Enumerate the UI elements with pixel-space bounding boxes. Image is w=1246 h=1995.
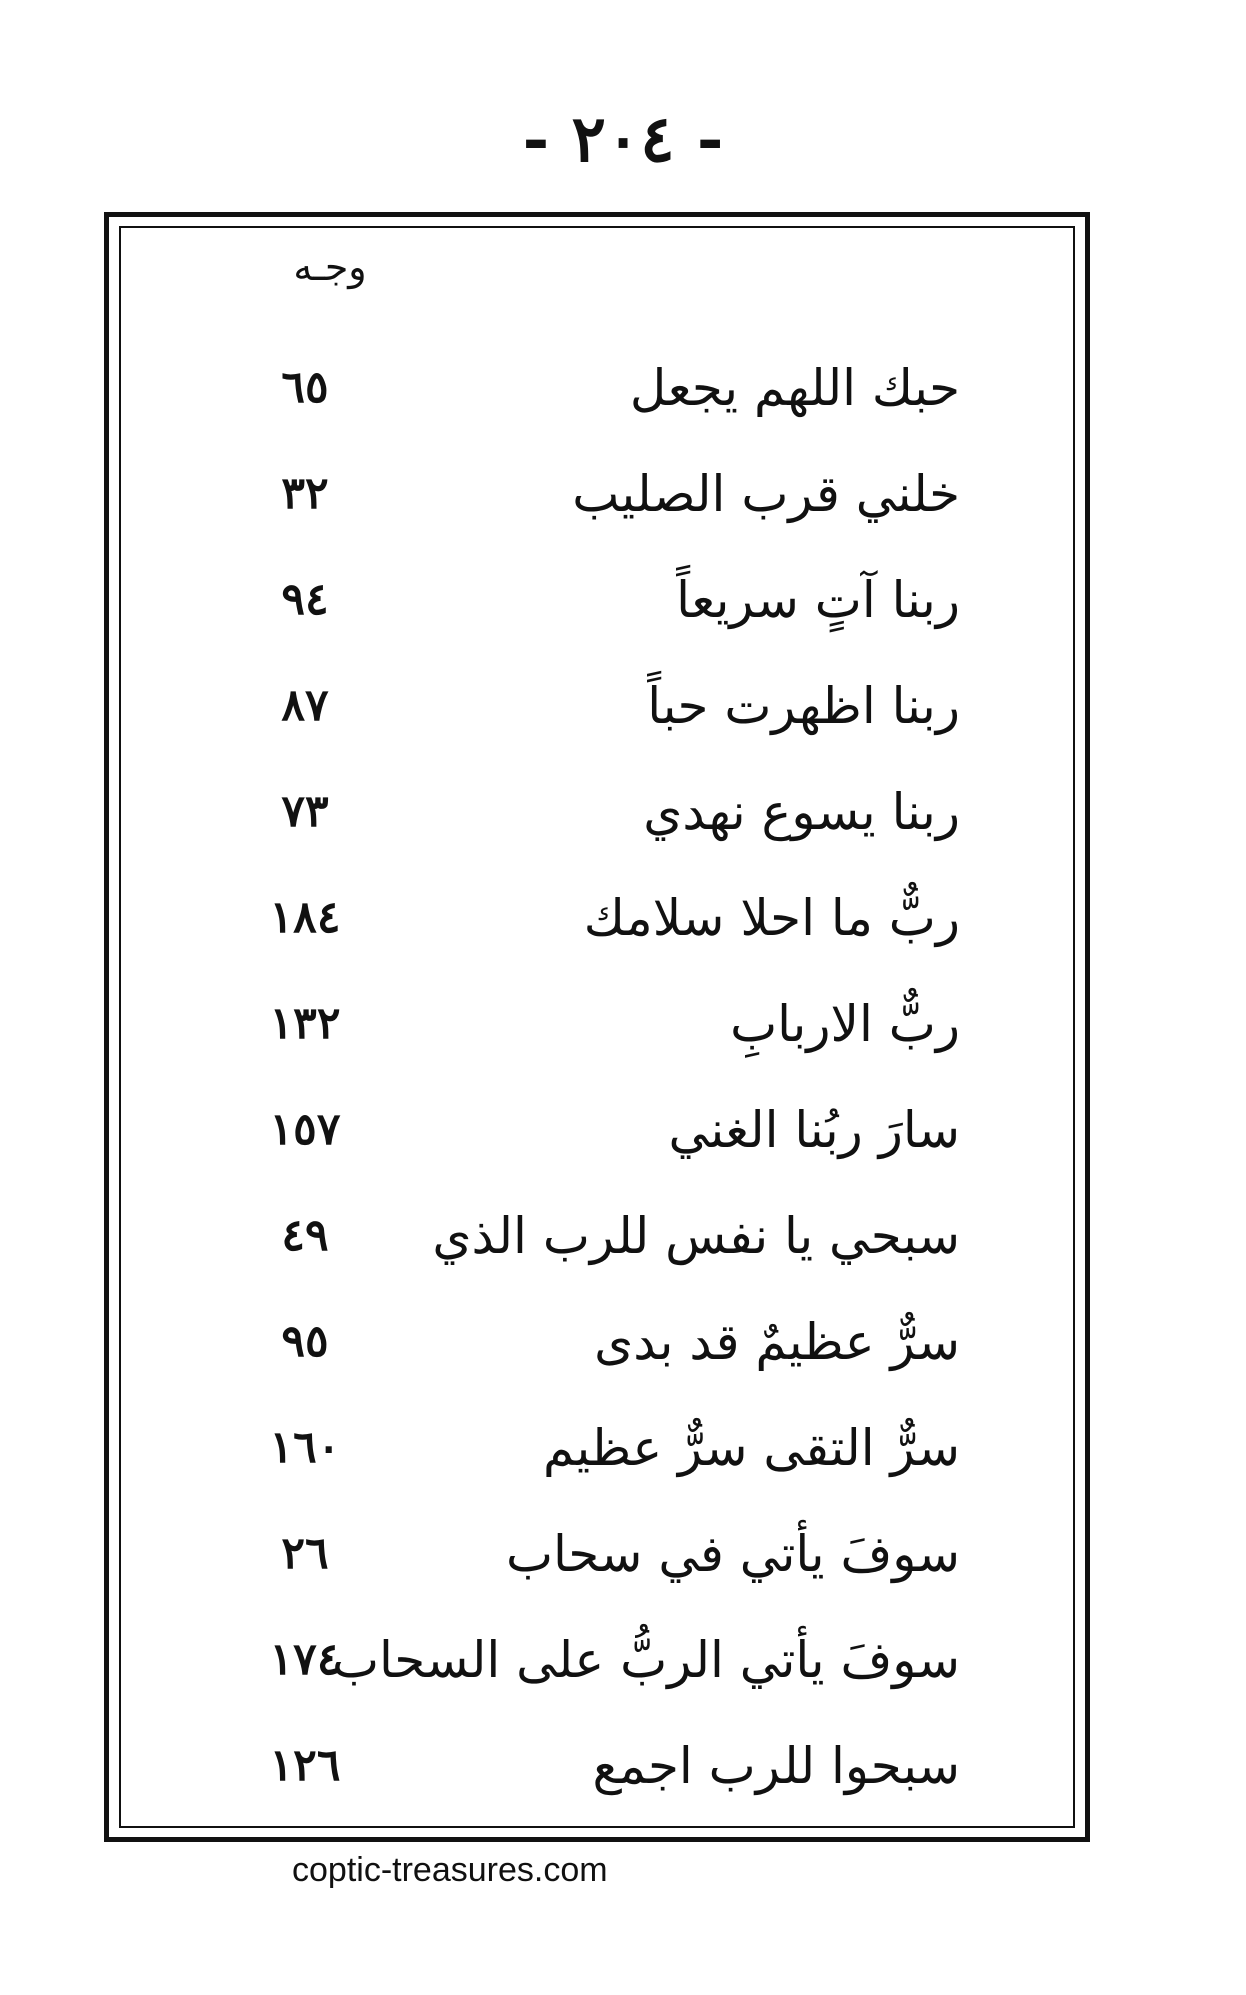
index-entry <box>240 1726 960 1830</box>
index-entry <box>240 984 960 1088</box>
entry-page-number: ١٢٦ <box>269 1740 341 1791</box>
entry-title: سبحوا للرب اجمع <box>592 1737 960 1795</box>
entry-title: سرٌّ التقى سرٌّ عظيم <box>542 1419 960 1477</box>
footer-website: coptic-treasures.com <box>292 1851 608 1889</box>
entry-title: ربنا آتٍ سريعاً <box>676 571 960 629</box>
entry-page-number: ١٧٤ <box>269 1634 341 1685</box>
page-number: - ٢٠٤ - <box>522 102 724 177</box>
index-entry <box>240 348 960 452</box>
index-entry <box>240 772 960 876</box>
entry-page-number: ٦٥ <box>281 362 329 413</box>
entry-title: سوفَ يأتي الربُّ على السحاب <box>331 1631 960 1689</box>
index-entry <box>240 1090 960 1194</box>
entry-title: سبحي يا نفس للرب الذي <box>432 1207 960 1265</box>
entry-title: خلني قرب الصليب <box>572 465 960 523</box>
entry-title: ربنا اظهرت حباً <box>647 677 960 735</box>
index-entry <box>240 1620 960 1724</box>
page-column-heading: وجـه <box>293 245 367 289</box>
entry-title: سرٌّ عظيمٌ قد بدى <box>594 1313 960 1371</box>
entry-title: سارَ ربُنا الغني <box>668 1101 960 1159</box>
entry-page-number: ٣٢ <box>281 468 329 519</box>
index-entry <box>240 1408 960 1512</box>
index-entry <box>240 1196 960 1300</box>
entry-page-number: ٧٣ <box>281 786 329 837</box>
entry-page-number: ١٦٠ <box>269 1422 341 1473</box>
entry-title: ربنا يسوع نهدي <box>643 783 960 841</box>
index-entry <box>240 1514 960 1618</box>
entry-page-number: ٩٤ <box>281 574 329 625</box>
entry-page-number: ٢٦ <box>281 1528 329 1579</box>
entry-page-number: ٩٥ <box>281 1316 329 1367</box>
entry-title: ربٌّ الاربابِ <box>730 995 960 1053</box>
entry-title: سوفَ يأتي في سحاب <box>505 1525 960 1583</box>
index-entry <box>240 454 960 558</box>
entry-page-number: ١٨٤ <box>269 892 341 943</box>
entry-page-number: ١٥٧ <box>269 1104 341 1155</box>
entry-page-number: ٨٧ <box>281 680 329 731</box>
entry-title: حبك اللهم يجعل <box>629 359 960 417</box>
index-entry <box>240 878 960 982</box>
entry-page-number: ١٣٢ <box>269 998 341 1049</box>
entry-title: ربٌّ ما احلا سلامك <box>583 889 960 947</box>
index-entry <box>240 666 960 770</box>
index-entry <box>240 560 960 664</box>
entry-page-number: ٤٩ <box>281 1210 329 1261</box>
index-entry <box>240 1302 960 1406</box>
